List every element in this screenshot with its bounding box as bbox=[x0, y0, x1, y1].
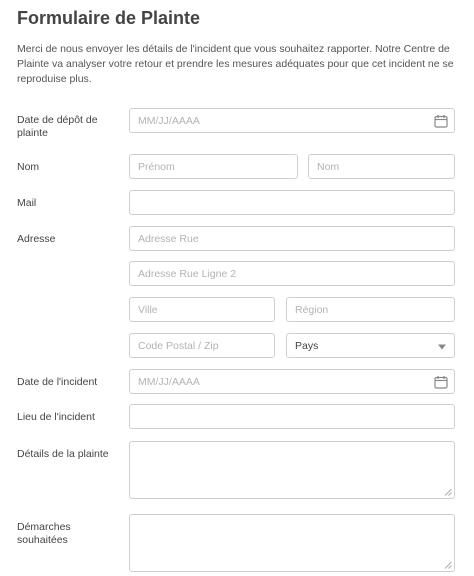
mail-input[interactable] bbox=[129, 190, 455, 215]
street2-input[interactable] bbox=[129, 261, 455, 286]
lieu-input[interactable] bbox=[129, 404, 455, 429]
label-date-depot: Date de dépôt de plainte bbox=[17, 114, 98, 139]
country-selected: Pays bbox=[295, 339, 319, 352]
first-name-input[interactable] bbox=[129, 154, 298, 179]
date-incident-input[interactable] bbox=[129, 369, 455, 394]
demarches-textarea[interactable] bbox=[129, 514, 455, 572]
label-demarches: Démarches souhaitées bbox=[17, 521, 71, 546]
postal-placeholder: Code Postal / Zip bbox=[138, 339, 219, 352]
city-input[interactable] bbox=[129, 297, 275, 322]
resize-grip-icon[interactable] bbox=[444, 488, 452, 496]
last-name-input[interactable] bbox=[308, 154, 455, 179]
date-depot-input[interactable] bbox=[129, 108, 455, 133]
chevron-down-icon[interactable] bbox=[438, 344, 446, 349]
date-depot-placeholder: MM/JJ/AAAA bbox=[138, 114, 200, 127]
first-name-placeholder: Prénom bbox=[138, 160, 175, 173]
label-mail: Mail bbox=[17, 197, 37, 209]
calendar-icon[interactable] bbox=[434, 375, 448, 389]
street2-placeholder: Adresse Rue Ligne 2 bbox=[138, 267, 237, 280]
label-nom: Nom bbox=[17, 161, 40, 173]
form-intro: Merci de nous envoyer les détails de l'incident que vous souhaitez rapporter. Notre Centre de Plainte va analyser votre retour et prendre les mesures adéquates pour que cet incident ne se reproduise plus. bbox=[17, 43, 454, 85]
country-select[interactable] bbox=[286, 333, 455, 358]
city-placeholder: Ville bbox=[138, 303, 158, 316]
details-textarea[interactable] bbox=[129, 441, 455, 499]
label-adresse: Adresse bbox=[17, 233, 56, 245]
region-placeholder: Région bbox=[295, 303, 329, 316]
date-incident-placeholder: MM/JJ/AAAA bbox=[138, 375, 200, 388]
form-title: Formulaire de Plainte bbox=[17, 8, 201, 28]
label-lieu: Lieu de l'incident bbox=[17, 411, 95, 423]
last-name-placeholder: Nom bbox=[317, 160, 340, 173]
resize-grip-icon[interactable] bbox=[444, 561, 452, 569]
region-input[interactable] bbox=[286, 297, 455, 322]
street-placeholder: Adresse Rue bbox=[138, 232, 199, 245]
calendar-icon[interactable] bbox=[434, 114, 448, 128]
postal-input[interactable] bbox=[129, 333, 275, 358]
label-date-incident: Date de l'incident bbox=[17, 376, 98, 388]
label-details: Détails de la plainte bbox=[17, 448, 109, 460]
street-input[interactable] bbox=[129, 226, 455, 251]
